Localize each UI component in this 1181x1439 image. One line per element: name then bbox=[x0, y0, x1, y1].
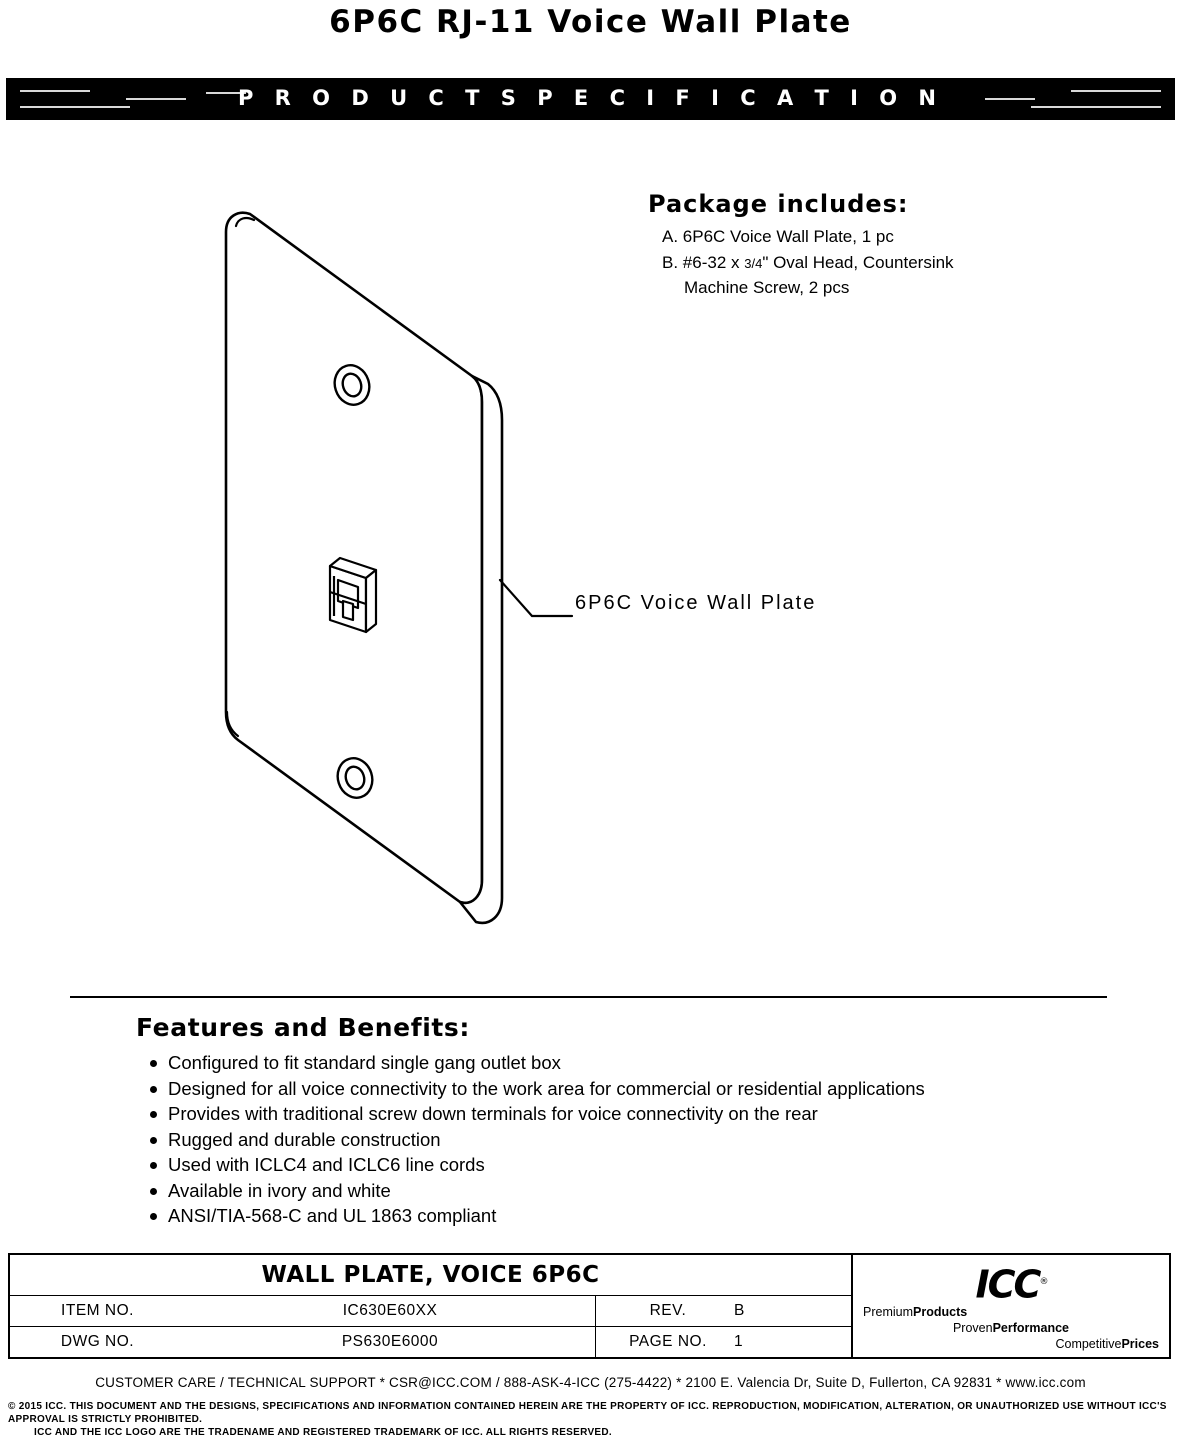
page-title: 6P6C RJ-11 Voice Wall Plate bbox=[329, 4, 852, 40]
package-item-label: A. bbox=[662, 227, 679, 246]
icc-wordmark bbox=[975, 1262, 1047, 1307]
footer-contact-line: CUSTOMER CARE / TECHNICAL SUPPORT * CSR@ICC.COM / 888-ASK-4-ICC (275-4422) * 2100 E. Valencia Dr, Suite D, Fullerton, CA 92831 * www.icc.com bbox=[95, 1375, 1086, 1390]
package-item-continuation: Machine Screw, 2 pcs bbox=[684, 278, 850, 297]
dwg-no-value: PS630E6000 bbox=[185, 1327, 596, 1357]
list-item: Designed for all voice connectivity to the work area for commercial or residential applications bbox=[136, 1076, 1076, 1102]
title-block-product-title: WALL PLATE, VOICE 6P6C bbox=[10, 1255, 851, 1296]
package-item-text-post: " Oval Head, Countersink bbox=[762, 252, 954, 272]
package-item-text: 6P6C Voice Wall Plate, 1 pc bbox=[682, 227, 894, 246]
banner-label: P R O D U C T S P E C I F I C A T I O N bbox=[237, 86, 944, 110]
section-divider bbox=[70, 996, 1107, 998]
title-block-logo-cell bbox=[853, 1255, 1169, 1357]
tagline-1-bold: Products bbox=[913, 1304, 968, 1319]
features-heading: Features and Benefits: bbox=[136, 1013, 471, 1042]
rev-value: B bbox=[734, 1302, 745, 1319]
list-item: Provides with traditional screw down terminals for voice connectivity on the rear bbox=[136, 1101, 1076, 1127]
tagline-2-light: Proven bbox=[952, 1320, 993, 1335]
list-item: ANSI/TIA-568-C and UL 1863 compliant bbox=[136, 1203, 1076, 1229]
package-item-text-pre: #6-32 x bbox=[682, 252, 745, 272]
features-list bbox=[136, 1050, 1076, 1229]
tagline-3-bold: Prices bbox=[1121, 1336, 1159, 1351]
tagline-1-light: Premium bbox=[863, 1304, 914, 1319]
page-no-value: 1 bbox=[734, 1333, 744, 1350]
package-item-label: B. bbox=[662, 252, 679, 272]
icc-tagline bbox=[863, 1304, 1159, 1352]
footer-legal-line-1: 2015 ICC. THIS DOCUMENT AND THE DESIGNS, SPECIFICATIONS AND INFORMATION CONTAINED HEREIN ARE THE PROPERTY OF ICC. REPRODUCTION, MODIFICATION, ALTERATION, OR UNAUTHORIZED USE WITHOUT ICC'S APPROVAL IS STRICTLY PROHIBITED. bbox=[8, 1401, 1167, 1425]
footer-legal-line-2: ICC AND THE ICC LOGO ARE THE TRADENAME AND REGISTERED TRADEMARK OF ICC. ALL RIGHTS RESERVED. bbox=[34, 1427, 612, 1438]
product-specification-banner bbox=[6, 78, 1175, 120]
footer-legal-block bbox=[8, 1400, 1171, 1439]
tagline-line-3 bbox=[863, 1336, 1159, 1352]
package-includes-heading: Package includes: bbox=[648, 190, 909, 218]
icc-wordmark-text: ICC bbox=[975, 1262, 1040, 1307]
list-item: Available in ivory and white bbox=[136, 1178, 1076, 1204]
title-block-left bbox=[10, 1255, 853, 1357]
title-block bbox=[8, 1253, 1171, 1359]
dwg-no-label: DWG NO. bbox=[60, 1333, 135, 1350]
package-item-fraction: 3/4 bbox=[744, 255, 763, 271]
copyright-icon: © bbox=[8, 1401, 16, 1412]
wall-plate-illustration bbox=[180, 180, 880, 970]
item-no-value: IC630E60XX bbox=[185, 1296, 596, 1326]
registered-trademark-icon: ® bbox=[1039, 1277, 1047, 1287]
features-and-benefits-block bbox=[136, 1013, 1076, 1229]
list-item: Configured to fit standard single gang outlet box bbox=[136, 1050, 1076, 1076]
list-item: Used with ICLC4 and ICLC6 line cords bbox=[136, 1152, 1076, 1178]
list-item: Rugged and durable construction bbox=[136, 1127, 1076, 1153]
table-row bbox=[10, 1296, 851, 1327]
item-no-label: ITEM NO. bbox=[61, 1302, 134, 1319]
tagline-2-bold: Performance bbox=[992, 1320, 1070, 1335]
icc-logo bbox=[863, 1262, 1159, 1307]
tagline-line-2 bbox=[863, 1320, 1159, 1336]
drawing-callout-label: 6P6C Voice Wall Plate bbox=[575, 592, 817, 614]
page-no-label: PAGE NO. bbox=[629, 1333, 707, 1350]
tagline-3-light: Competitive bbox=[1055, 1336, 1122, 1351]
table-row bbox=[10, 1327, 851, 1357]
product-drawing bbox=[180, 180, 880, 970]
rev-label: REV. bbox=[649, 1302, 687, 1319]
